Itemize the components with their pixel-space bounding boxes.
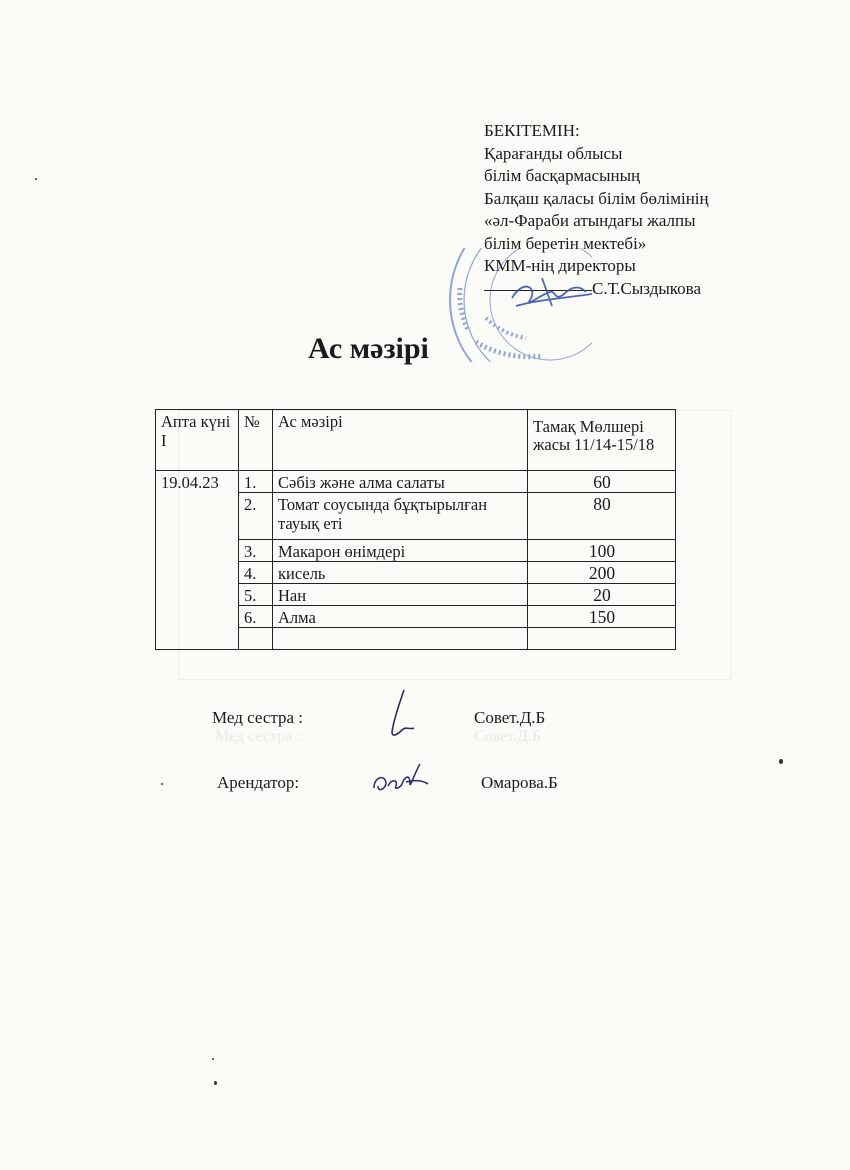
row-dish: кисель [273, 562, 528, 584]
scan-speck [214, 1081, 217, 1085]
row-dish: Алма [273, 606, 528, 628]
bleed-through-text: Мед сестра : [215, 728, 301, 745]
header-number: № [239, 410, 273, 471]
header-day: Апта күні І [156, 410, 239, 471]
table-header-row [156, 410, 676, 471]
scan-speck [161, 783, 163, 785]
header-dish: Ас мәзірі [273, 410, 528, 471]
row-number: 2. [239, 493, 273, 540]
approval-line: «әл-Фараби атындағы жалпы [484, 211, 696, 230]
row-number: 4. [239, 562, 273, 584]
tenant-label: Арендатор: [217, 773, 300, 792]
scan-speck [212, 1058, 214, 1060]
nurse-signature [384, 688, 424, 740]
table-row [156, 471, 676, 493]
empty-cell [273, 628, 528, 650]
row-dish: Томат соусында бұқтырылған тауық еті [273, 493, 528, 540]
row-amount: 20 [528, 584, 676, 606]
page-title: Ас мәзірі [308, 332, 429, 365]
row-amount: 60 [528, 471, 676, 493]
approval-line: Қарағанды облысы [484, 143, 623, 163]
row-number: 3. [239, 540, 273, 562]
approval-line: Балқаш қаласы білім бөлімінің [484, 188, 709, 208]
row-amount: 200 [528, 562, 676, 584]
empty-cell [239, 628, 273, 650]
row-amount: 80 [528, 493, 676, 540]
menu-table [155, 409, 676, 650]
row-dish: Нан [273, 584, 528, 606]
school-stamp [446, 248, 592, 362]
director-name: С.Т.Сыздыкова [592, 278, 702, 298]
row-amount: 100 [528, 540, 676, 562]
empty-cell [528, 628, 676, 650]
scan-speck [779, 759, 783, 764]
tenant-signature [370, 758, 434, 798]
row-number: 6. [239, 606, 273, 628]
row-number: 1. [239, 471, 273, 493]
scan-speck [35, 178, 37, 180]
approval-line: КММ-нің директоры [484, 256, 636, 275]
row-dish: Сәбіз және алма салаты [273, 471, 528, 493]
nurse-label: Мед сестра : [212, 708, 304, 727]
tenant-name: Омарова.Б [481, 773, 558, 792]
header-portion: Тамақ Мөлшері жасы 11/14-15/18 [528, 410, 676, 471]
nurse-name: Совет.Д.Б [474, 708, 546, 727]
row-amount: 150 [528, 606, 676, 628]
row-dish: Макарон өнімдері [273, 540, 528, 562]
row-number: 5. [239, 584, 273, 606]
date-cell: 19.04.23 [156, 471, 239, 650]
bleed-through-text: Совет.Д.Б [474, 728, 542, 745]
approval-line: білім басқармасының [484, 166, 641, 185]
approval-line: білім беретін мектебі» [484, 233, 647, 253]
approval-heading: БЕКІТЕМІН: [484, 121, 580, 140]
